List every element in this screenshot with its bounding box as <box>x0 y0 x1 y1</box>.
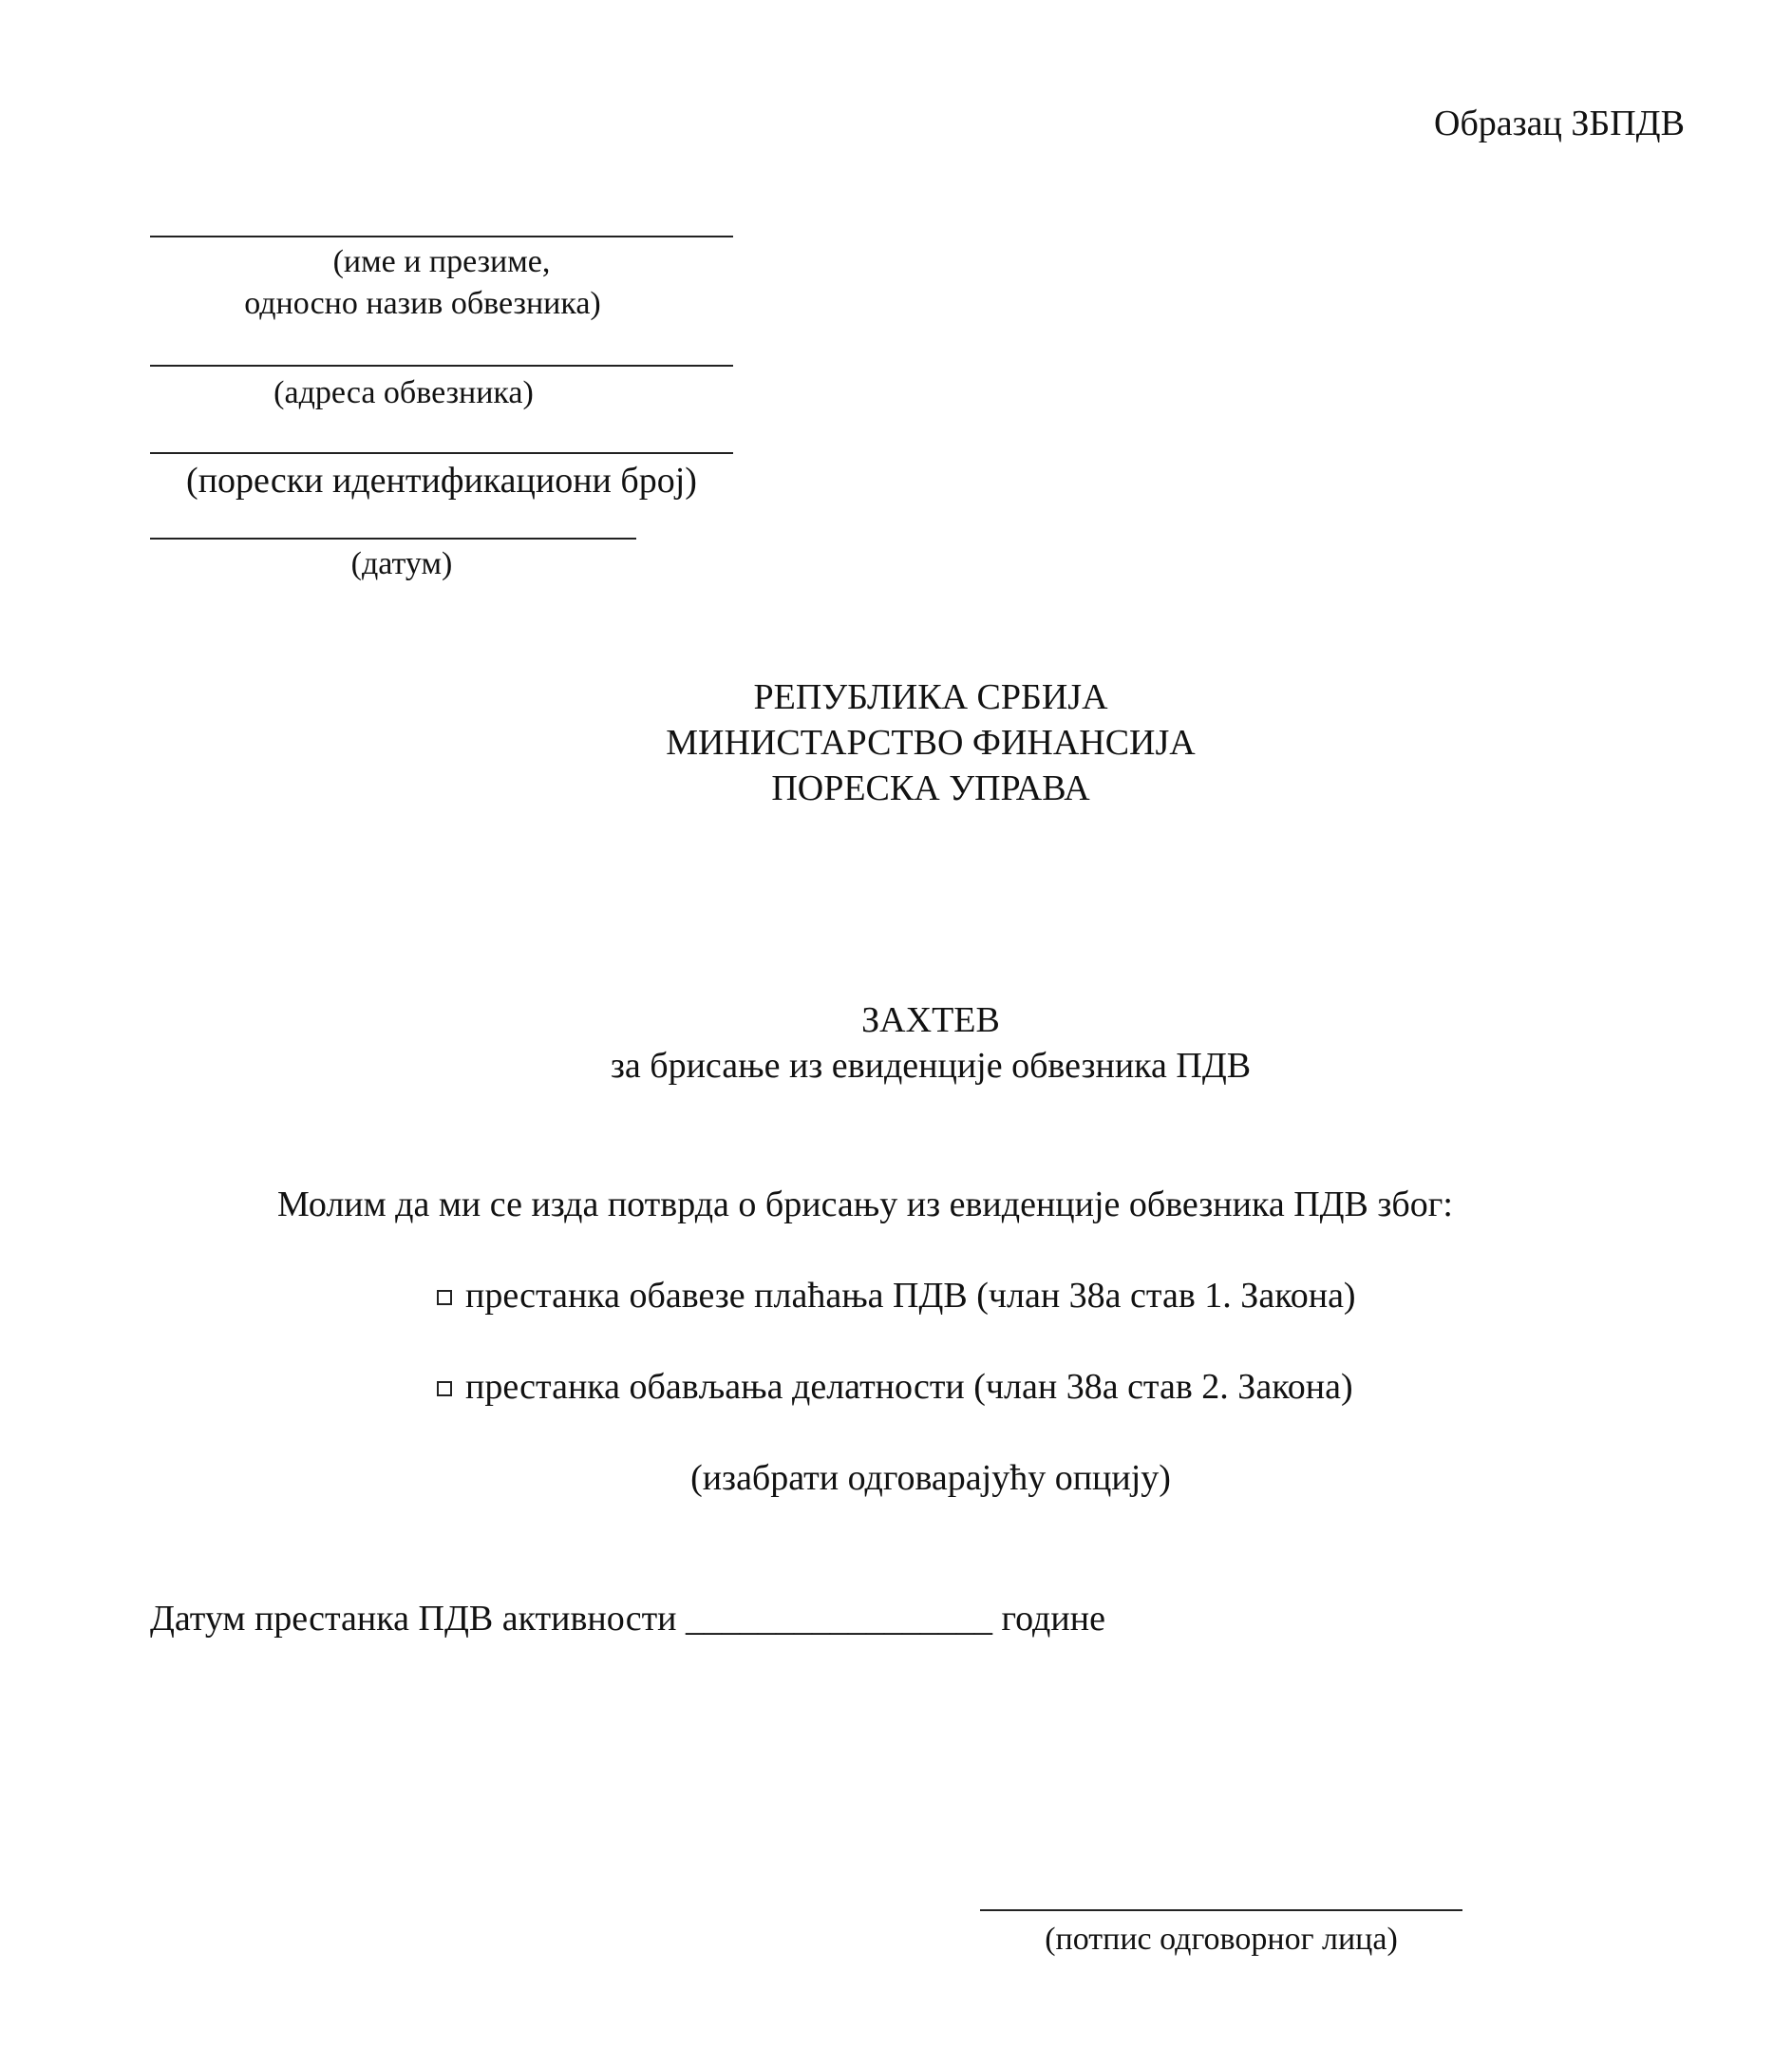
request-title: ЗАХТЕВ <box>861 1000 1000 1040</box>
date-input-line[interactable] <box>150 538 636 540</box>
option-cessation-of-activity[interactable] <box>437 1366 1353 1410</box>
date-field-label: (датум) <box>350 546 453 581</box>
option2-label: престанка обављања делатности (члан 38а став 2. Закона) <box>465 1367 1353 1407</box>
option-cessation-of-obligation[interactable] <box>437 1275 1356 1318</box>
name-field-label-line2: односно назив обвезника) <box>244 286 601 321</box>
name-field-label-line1: (име и презиме, <box>332 244 551 279</box>
end-date-row <box>150 1598 1105 1641</box>
authority-line-2: МИНИСТАРСТВО ФИНАНСИЈА <box>666 723 1196 763</box>
tax-id-input-line[interactable] <box>150 452 733 454</box>
form-code: Образац ЗБПДВ <box>1434 104 1685 143</box>
address-input-line[interactable] <box>150 365 733 367</box>
selection-instruction: (изабрати одговарајућу опцију) <box>690 1458 1171 1498</box>
option1-label: престанка обавезе плаћања ПДВ (члан 38а став 1. Закона) <box>465 1276 1356 1316</box>
authority-line-3: ПОРЕСКА УПРАВА <box>771 768 1090 808</box>
tax-id-field-label: (порески идентификациони број) <box>186 461 697 501</box>
end-date-input[interactable]: _________________ <box>686 1599 993 1639</box>
end-date-suffix: године <box>1001 1599 1105 1639</box>
option1-checkbox[interactable] <box>437 1290 452 1305</box>
authority-line-1: РЕПУБЛИКА СРБИЈА <box>753 677 1108 717</box>
request-subtitle: за брисање из евиденције обвезника ПДВ <box>610 1046 1252 1086</box>
address-field-label: (адреса обвезника) <box>274 375 534 410</box>
end-date-label: Датум престанка ПДВ активности <box>150 1599 677 1639</box>
name-input-line[interactable] <box>150 236 733 237</box>
request-intro: Молим да ми се изда потврда о брисању из евиденције обвезника ПДВ због: <box>277 1185 1453 1224</box>
signature-label: (потпис одговорног лица) <box>1045 1922 1398 1957</box>
option2-checkbox[interactable] <box>437 1381 452 1396</box>
signature-line[interactable] <box>980 1909 1462 1911</box>
